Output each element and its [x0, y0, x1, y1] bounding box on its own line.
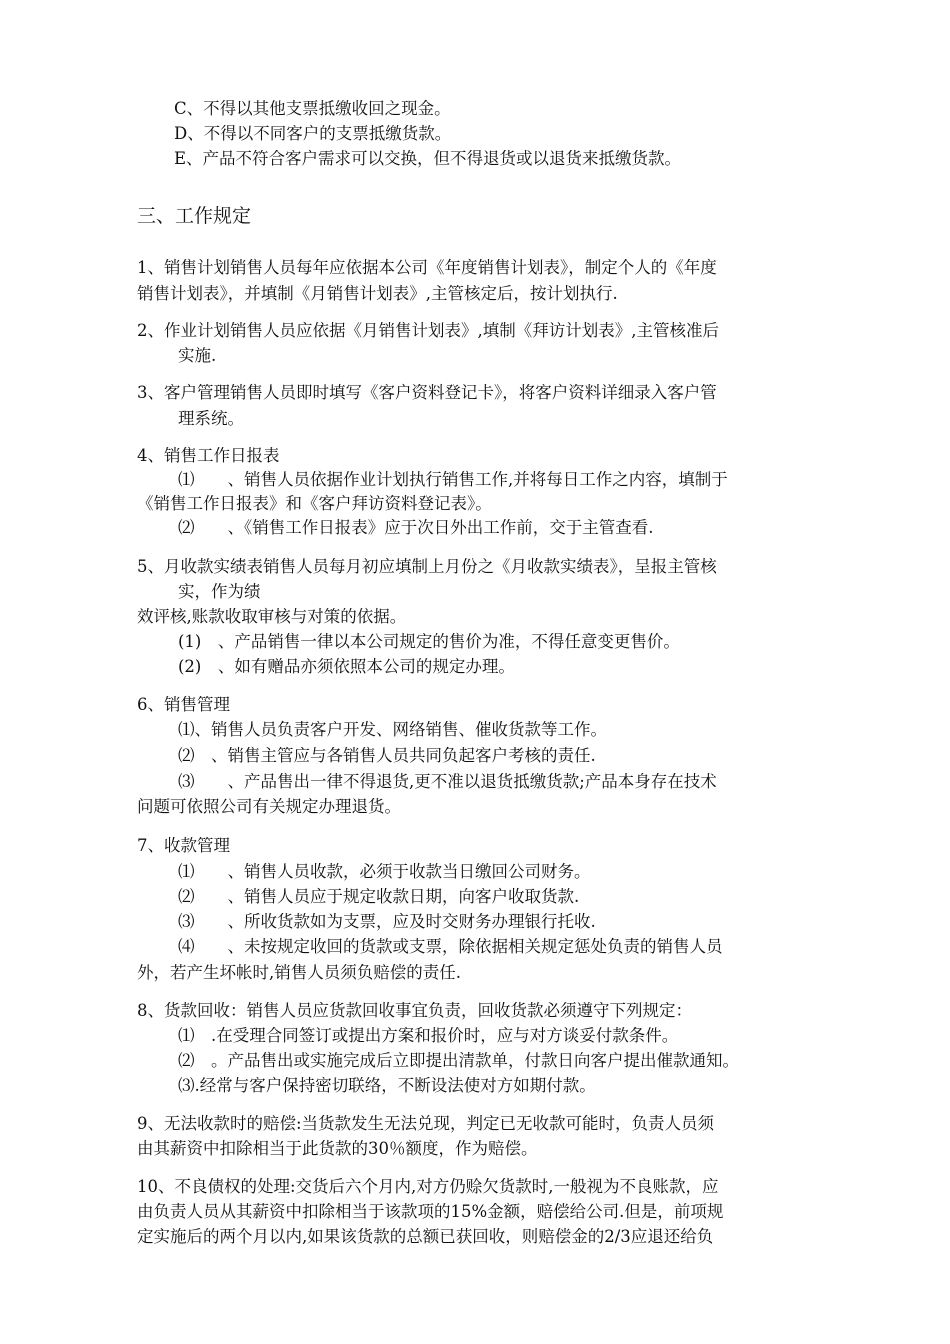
- p3-line: 3、客户管理销售人员即时填写《客户资料登记卡》，将客户资料详细录入客户管: [137, 383, 717, 402]
- p7-line: ⑵ 、销售人员应于规定收款日期，向客户收取货款.: [178, 887, 580, 906]
- p5-line: (1) 、产品销售一律以本公司规定的售价为准，不得任意变更售价。: [178, 632, 680, 651]
- p4-line: ⑴ 、销售人员依据作业计划执行销售工作,并将每日工作之内容，填制于: [178, 470, 728, 489]
- p9-line: 由其薪资中扣除相当于此货款的30％额度，作为赔偿。: [137, 1139, 538, 1158]
- p8-line: ⑴ .在受理合同签订或提出方案和报价时，应与对方谈妥付款条件。: [178, 1026, 679, 1045]
- p5-line: (2) 、如有赠品亦须依照本公司的规定办理。: [178, 657, 515, 676]
- p6-line: 问题可依照公司有关规定办理退货。: [137, 797, 401, 816]
- p7-title: 7、收款管理: [137, 836, 230, 855]
- p1-line: 销售计划表》，并填制《月销售计划表》,主管核定后，按计划执行.: [137, 284, 618, 303]
- p8-line: ⑶.经常与客户保持密切联络，不断设法使对方如期付款。: [178, 1076, 596, 1095]
- item-d: D、不得以不同客户的支票抵缴货款。: [174, 124, 452, 143]
- p4-line: 《销售工作日报表》和《客户拜访资料登记表》。: [137, 494, 492, 513]
- p7-line: 外，若产生坏帐时,销售人员须负赔偿的责任.: [137, 963, 461, 982]
- p2-line: 实施.: [178, 346, 217, 365]
- p10-line: 由负责人员从其薪资中扣除相当于该款项的15%金额，赔偿给公司.但是，前项规: [137, 1202, 724, 1221]
- p6-line: ⑴、销售人员负责客户开发、网络销售、催收货款等工作。: [178, 720, 607, 739]
- p7-line: ⑶ 、所收货款如为支票，应及时交财务办理银行托收.: [178, 912, 596, 931]
- p5-line: 实，作为绩: [178, 582, 261, 601]
- p10-line: 10、不良债权的处理:交货后六个月内,对方仍赊欠货款时,一般视为不良账款，应: [137, 1177, 719, 1196]
- section-title: 三、工作规定: [137, 205, 252, 227]
- p1-line: 1、销售计划销售人员每年应依据本公司《年度销售计划表》，制定个人的《年度: [137, 258, 717, 277]
- p6-line: ⑵ 、销售主管应与各销售人员共同负起客户考核的责任.: [178, 746, 596, 765]
- p3-line: 理系统。: [178, 409, 244, 428]
- p8-title: 8、货款回收：销售人员应货款回收事宜负责，回收货款必须遵守下列规定：: [137, 1001, 692, 1020]
- p4-line: ⑵ 、《销售工作日报表》应于次日外出工作前，交于主管查看.: [178, 518, 654, 537]
- item-e: E、产品不符合客户需求可以交换，但不得退货或以退货来抵缴货款。: [174, 149, 682, 168]
- p2-line: 2、作业计划销售人员应依据《月销售计划表》,填制《拜访计划表》,主管核准后: [137, 321, 719, 340]
- item-c: C、不得以其他支票抵缴收回之现金。: [174, 99, 451, 118]
- p5-line: 效评核,账款收取审核与对策的依据。: [137, 607, 407, 626]
- p4-title: 4、销售工作日报表: [137, 446, 280, 465]
- p6-line: ⑶ 、产品售出一律不得退货,更不准以退货抵缴货款;产品本身存在技术: [178, 772, 717, 791]
- p10-line: 定实施后的两个月以内,如果该货款的总额已获回收，则赔偿金的2/3应退还给负: [137, 1227, 714, 1246]
- p6-title: 6、销售管理: [137, 695, 230, 714]
- p7-line: ⑷ 、未按规定收回的货款或支票，除依据相关规定惩处负责的销售人员: [178, 937, 723, 956]
- p8-line: ⑵ 。产品售出或实施完成后立即提出清款单，付款日向客户提出催款通知。: [178, 1051, 739, 1070]
- p7-line: ⑴ 、销售人员收款，必须于收款当日缴回公司财务。: [178, 862, 591, 881]
- p5-line: 5、月收款实绩表销售人员每月初应填制上月份之《月收款实绩表》，呈报主管核: [137, 557, 717, 576]
- p9-line: 9、无法收款时的赔偿:当货款发生无法兑现，判定已无收款可能时，负责人员须: [137, 1114, 715, 1133]
